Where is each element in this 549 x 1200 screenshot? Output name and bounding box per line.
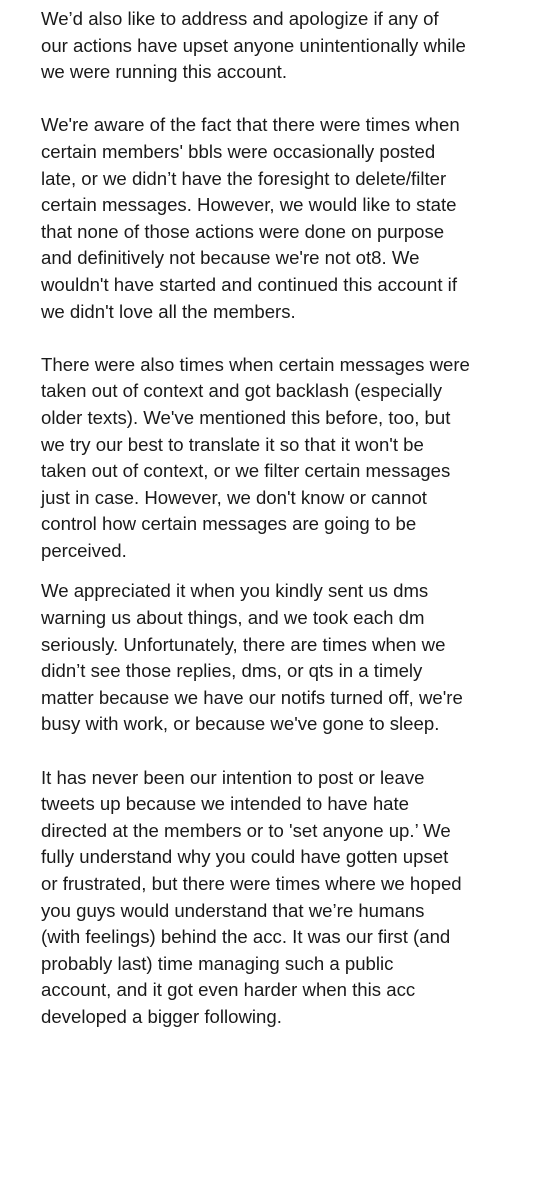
text-line: didn’t see those replies, dms, or qts in a timely — [41, 660, 423, 682]
text-line: We’d also like to address and apologize if any of — [41, 8, 439, 29]
paragraph-spacer — [41, 86, 541, 113]
paragraph-dms — [41, 578, 541, 738]
text-line: warning us about things, and we took each dm — [41, 607, 425, 629]
text-line: (with feelings) behind the acc. It was our first (and — [41, 926, 451, 948]
paragraph-intention — [41, 765, 541, 1031]
text-line: we try our best to translate it so that it won't be — [41, 433, 424, 455]
text-line: just in case. However, we don't know or cannot — [41, 486, 427, 508]
paragraph-spacer — [41, 738, 541, 765]
text-line: It has never been our intention to post or leave — [41, 766, 425, 788]
text-line: older texts). We've mentioned this before, too, but — [41, 406, 451, 428]
text-line: taken out of context, or we filter certain messages — [41, 460, 451, 482]
text-line: busy with work, or because we've gone to sleep. — [41, 713, 440, 735]
text-line: taken out of context and got backlash (especially — [41, 380, 443, 402]
text-line: perceived. — [41, 539, 127, 561]
text-line: We're aware of the fact that there were times when — [41, 114, 460, 136]
text-line: We appreciated it when you kindly sent us dms — [41, 580, 429, 602]
text-line: our actions have upset anyone unintentionally while — [41, 34, 466, 56]
text-line: tweets up because we intended to have hate — [41, 793, 410, 815]
text-line: we were running this account. — [41, 61, 287, 83]
text-line: seriously. Unfortunately, there are times when we — [41, 633, 446, 655]
paragraph-apology — [41, 6, 541, 86]
text-line: probably last) time managing such a public — [41, 952, 394, 974]
text-line: we didn't love all the members. — [41, 300, 296, 322]
paragraph-spacer — [41, 564, 541, 578]
text-line: control how certain messages are going to be — [41, 513, 417, 535]
text-line: certain members' bbls were occasionally posted — [41, 140, 436, 162]
text-line: developed a bigger following. — [41, 1005, 282, 1027]
paragraph-posting-delays — [41, 112, 541, 325]
text-line: you guys would understand that we’re humans — [41, 899, 425, 921]
text-line: late, or we didn’t have the foresight to delete/filter — [41, 167, 447, 189]
text-line: matter because we have our notifs turned off, we're — [41, 686, 463, 708]
text-line: fully understand why you could have gotten upset — [41, 846, 449, 868]
text-line: wouldn't have started and continued this account if — [41, 273, 457, 295]
text-line: directed at the members or to 'set anyone up.’ We — [41, 819, 451, 841]
text-line: certain messages. However, we would like to state — [41, 194, 457, 216]
statement-document — [41, 6, 541, 1031]
text-line: that none of those actions were done on purpose — [41, 220, 445, 242]
paragraph-spacer — [41, 325, 541, 352]
text-line: and definitively not because we're not ot8. We — [41, 247, 420, 269]
paragraph-out-of-context — [41, 352, 541, 565]
text-line: There were also times when certain messages were — [41, 353, 470, 375]
text-line: account, and it got even harder when this acc — [41, 979, 416, 1001]
text-line: or frustrated, but there were times where we hoped — [41, 873, 462, 894]
